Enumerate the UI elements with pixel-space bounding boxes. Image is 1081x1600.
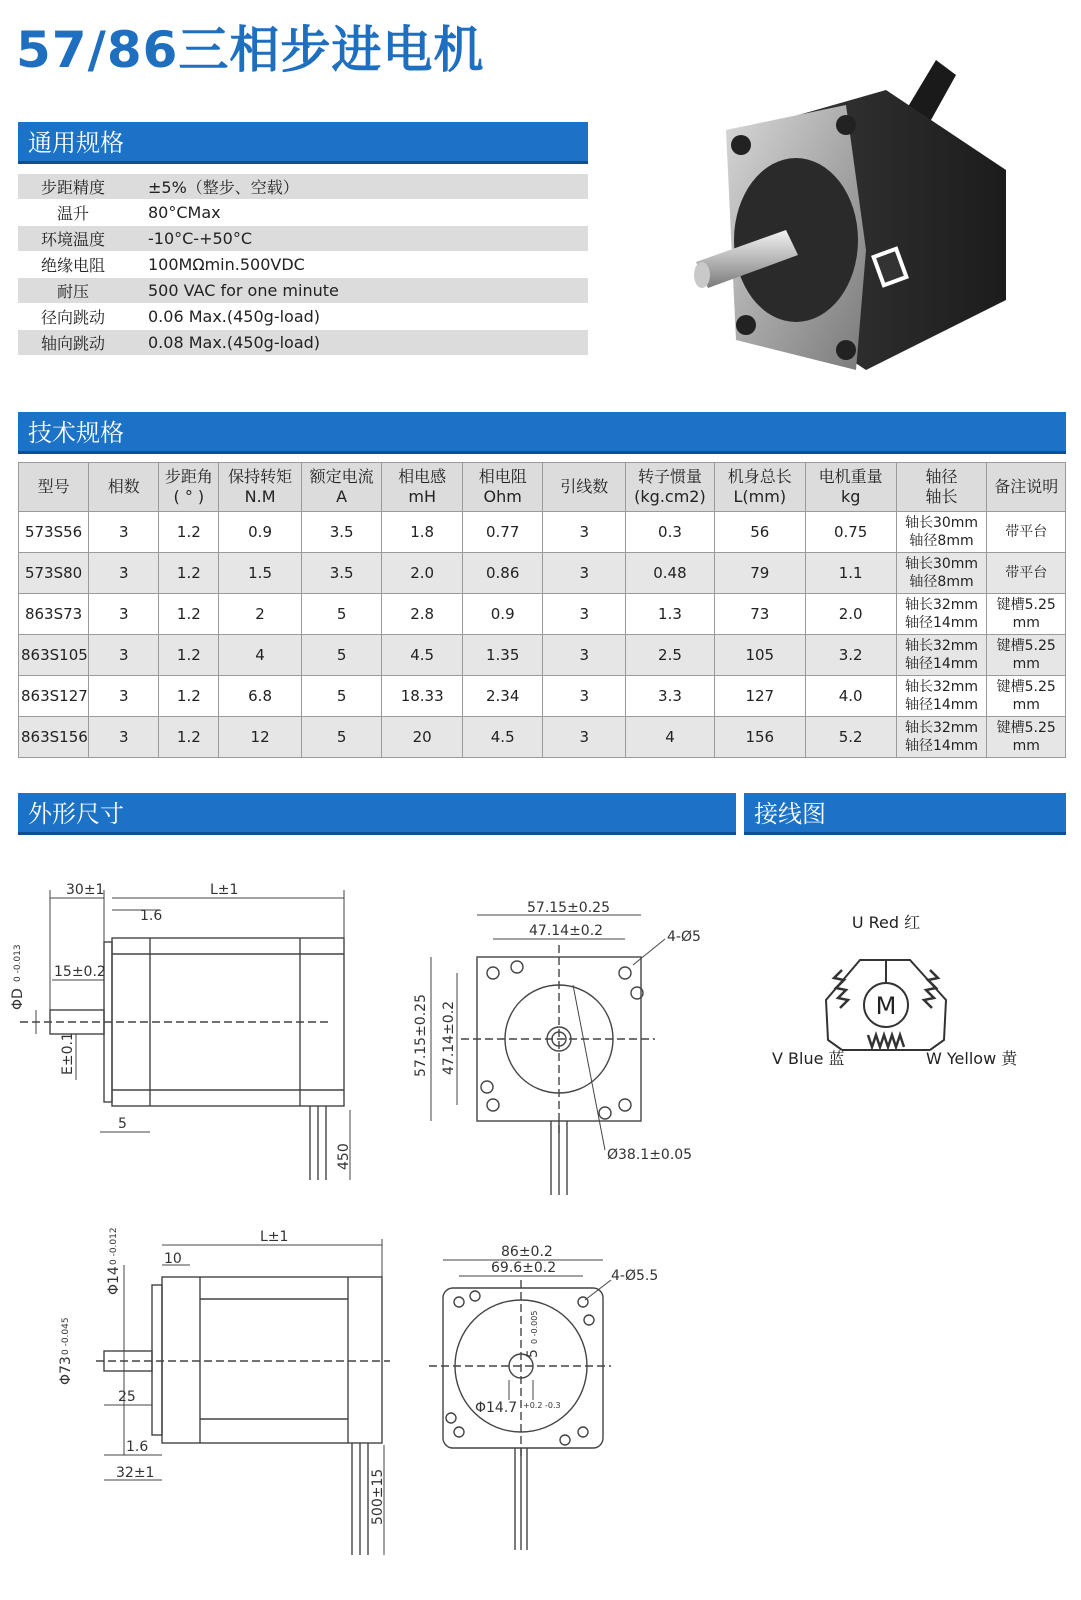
general-label: 步距精度	[18, 174, 128, 200]
general-row	[18, 174, 588, 200]
dim-57-tol: 0 -0.013	[13, 944, 23, 982]
tech-cell-inertia: 2.5	[626, 635, 715, 676]
dim-57-side-pitch: 47.14±0.2	[441, 1000, 457, 1075]
tech-cell-model: 573S56	[19, 512, 89, 553]
dim-86-tol14: 0 -0.012	[109, 1227, 119, 1265]
tech-cell-resistance: 0.77	[462, 512, 543, 553]
general-value: 80°CMax	[128, 200, 588, 226]
tech-cell-length: 105	[714, 635, 805, 676]
general-label: 轴向跳动	[18, 330, 128, 356]
tech-cell-inertia: 1.3	[626, 594, 715, 635]
tech-cell-inertia: 4	[626, 717, 715, 758]
tech-col-header: 步距角 ( ° )	[159, 463, 219, 512]
tech-cell-current: 3.5	[301, 512, 382, 553]
tech-col-header: 机身总长 L(mm)	[714, 463, 805, 512]
dim-57-side-outer: 57.15±0.25	[413, 994, 429, 1077]
wiring-w: W Yellow 黄	[926, 1049, 1018, 1068]
tech-cell-torque: 1.5	[219, 553, 302, 594]
dim-86-tol147: +0.2 -0.3	[523, 1401, 561, 1410]
tech-cell-current: 5	[301, 676, 382, 717]
tech-col-header: 相电阻 Ohm	[462, 463, 543, 512]
general-label: 温升	[18, 200, 128, 226]
drawing-57-side	[0, 870, 380, 1190]
general-label: 耐压	[18, 278, 128, 304]
tech-cell-step: 1.2	[159, 717, 219, 758]
dim-86-key: 25	[118, 1389, 136, 1405]
general-row	[18, 200, 588, 226]
tech-cell-leads: 3	[543, 512, 626, 553]
tech-cell-model: 863S73	[19, 594, 89, 635]
tech-cell-leads: 3	[543, 594, 626, 635]
tech-cell-weight: 4.0	[805, 676, 896, 717]
tech-cell-current: 3.5	[301, 553, 382, 594]
tech-cell-inertia: 3.3	[626, 676, 715, 717]
general-row	[18, 304, 588, 330]
tech-cell-note: 键槽5.25 mm	[987, 717, 1066, 758]
tech-col-header: 额定电流 A	[301, 463, 382, 512]
wiring-diagram	[760, 900, 1060, 1090]
dim-86-phi14: Φ14	[106, 1266, 122, 1295]
drawing-86-side	[40, 1225, 400, 1565]
dim-86-ten: 10	[164, 1251, 182, 1267]
tech-cell-leads: 3	[543, 676, 626, 717]
general-value: 100MΩmin.500VDC	[128, 252, 588, 278]
tech-cell-step: 1.2	[159, 512, 219, 553]
tech-cell-torque: 12	[219, 717, 302, 758]
general-row	[18, 252, 588, 278]
tech-cell-leads: 3	[543, 635, 626, 676]
tech-row	[19, 553, 1066, 594]
tech-cell-current: 5	[301, 635, 382, 676]
dim-57-body: L±1	[210, 882, 239, 898]
tech-cell-note: 键槽5.25 mm	[987, 635, 1066, 676]
wiring-motor-m: M	[875, 992, 897, 1020]
tech-cell-model: 573S80	[19, 553, 89, 594]
tech-cell-length: 56	[714, 512, 805, 553]
dim-57-e: E±0.1	[60, 1032, 76, 1075]
tech-cell-torque: 4	[219, 635, 302, 676]
tech-row	[19, 635, 1066, 676]
tech-row	[19, 717, 1066, 758]
tech-cell-torque: 0.9	[219, 512, 302, 553]
tech-cell-note: 带平台	[987, 553, 1066, 594]
tech-cell-model: 863S105	[19, 635, 89, 676]
wiring-header: 接线图	[744, 793, 1066, 835]
tech-cell-model: 863S127	[19, 676, 89, 717]
dim-86-flange: 1.6	[126, 1439, 149, 1455]
dim-86-keyw: 5	[525, 1349, 541, 1358]
tech-cell-resistance: 1.35	[462, 635, 543, 676]
general-label: 绝缘电阻	[18, 252, 128, 278]
general-row	[18, 226, 588, 252]
dim-57-pilot: 15±0.2	[54, 964, 106, 980]
dim-57-flange: 1.6	[140, 908, 163, 924]
page-title: 57/86三相步进电机	[16, 21, 485, 79]
dim-57-holes: 4-Ø5	[667, 929, 701, 945]
tech-cell-inductance: 2.8	[382, 594, 463, 635]
tech-cell-weight: 5.2	[805, 717, 896, 758]
tech-spec-table	[18, 462, 1066, 758]
general-row	[18, 278, 588, 304]
tech-cell-weight: 2.0	[805, 594, 896, 635]
tech-row	[19, 594, 1066, 635]
tech-cell-model: 863S156	[19, 717, 89, 758]
dimensions-header: 外形尺寸	[18, 793, 736, 835]
tech-cell-inertia: 0.48	[626, 553, 715, 594]
dim-57-shaft: 30±1	[66, 882, 105, 898]
tech-cell-resistance: 0.86	[462, 553, 543, 594]
dim-57-boss: Ø38.1±0.05	[607, 1147, 693, 1163]
general-value: 0.08 Max.(450g-load)	[128, 330, 588, 356]
dim-86-tol73: 0 -0.045	[61, 1317, 71, 1355]
tech-cell-length: 127	[714, 676, 805, 717]
dim-57-five: 5	[118, 1116, 127, 1132]
tech-cell-shaft: 轴长32mm 轴径14mm	[896, 635, 987, 676]
general-spec-header: 通用规格	[18, 122, 588, 164]
tech-cell-note: 带平台	[987, 512, 1066, 553]
general-label: 径向跳动	[18, 304, 128, 330]
tech-cell-phase: 3	[89, 717, 159, 758]
general-spec-table	[18, 174, 588, 356]
dim-57-pitch: 47.14±0.2	[529, 923, 604, 939]
tech-cell-phase: 3	[89, 676, 159, 717]
tech-cell-shaft: 轴长32mm 轴径14mm	[896, 717, 987, 758]
tech-cell-step: 1.2	[159, 635, 219, 676]
dim-86-holes: 4-Ø5.5	[611, 1268, 659, 1284]
tech-cell-note: 键槽5.25 mm	[987, 676, 1066, 717]
dim-86-body: L±1	[260, 1229, 289, 1245]
tech-col-header: 相电感 mH	[382, 463, 463, 512]
tech-cell-phase: 3	[89, 512, 159, 553]
tech-cell-resistance: 0.9	[462, 594, 543, 635]
dim-86-pitch: 69.6±0.2	[491, 1260, 557, 1276]
tech-cell-resistance: 4.5	[462, 717, 543, 758]
dim-57-lead: 450	[336, 1143, 352, 1170]
tech-col-header: 相数	[89, 463, 159, 512]
dim-86-shaft: 32±1	[116, 1465, 155, 1481]
motor-photo	[686, 50, 1016, 390]
dim-86-outer: 86±0.2	[501, 1244, 553, 1260]
tech-cell-weight: 3.2	[805, 635, 896, 676]
tech-col-header: 引线数	[543, 463, 626, 512]
tech-cell-inertia: 0.3	[626, 512, 715, 553]
dim-86-phi147: Φ14.7	[475, 1400, 518, 1416]
general-label: 环境温度	[18, 226, 128, 252]
dim-57-outer: 57.15±0.25	[527, 900, 610, 916]
dim-86-lead: 500±15	[370, 1468, 386, 1525]
tech-cell-current: 5	[301, 717, 382, 758]
tech-cell-length: 79	[714, 553, 805, 594]
general-value: -10°C-+50°C	[128, 226, 588, 252]
tech-cell-leads: 3	[543, 553, 626, 594]
tech-col-header: 备注说明	[987, 463, 1066, 512]
tech-cell-note: 键槽5.25 mm	[987, 594, 1066, 635]
tech-cell-inductance: 1.8	[382, 512, 463, 553]
tech-cell-weight: 1.1	[805, 553, 896, 594]
tech-cell-inductance: 4.5	[382, 635, 463, 676]
tech-cell-step: 1.2	[159, 594, 219, 635]
tech-cell-current: 5	[301, 594, 382, 635]
tech-cell-shaft: 轴长30mm 轴径8mm	[896, 553, 987, 594]
tech-cell-inductance: 20	[382, 717, 463, 758]
tech-cell-shaft: 轴长30mm 轴径8mm	[896, 512, 987, 553]
tech-cell-inductance: 18.33	[382, 676, 463, 717]
tech-cell-resistance: 2.34	[462, 676, 543, 717]
dim-86-phi73: Φ73	[58, 1356, 74, 1385]
tech-row	[19, 512, 1066, 553]
tech-spec-header: 技术规格	[18, 412, 1066, 454]
tech-cell-shaft: 轴长32mm 轴径14mm	[896, 594, 987, 635]
general-row	[18, 330, 588, 356]
tech-cell-leads: 3	[543, 717, 626, 758]
wiring-u: U Red 红	[851, 913, 921, 932]
drawing-86-front	[425, 1240, 715, 1570]
tech-cell-shaft: 轴长32mm 轴径14mm	[896, 676, 987, 717]
general-value: 0.06 Max.(450g-load)	[128, 304, 588, 330]
tech-cell-phase: 3	[89, 553, 159, 594]
general-value: ±5%（整步、空载）	[128, 174, 588, 200]
tech-cell-phase: 3	[89, 635, 159, 676]
tech-cell-torque: 2	[219, 594, 302, 635]
wiring-v: V Blue 蓝	[772, 1049, 845, 1068]
tech-col-header: 电机重量 kg	[805, 463, 896, 512]
dim-86-tol5: 0 -0.005	[530, 1310, 539, 1344]
tech-cell-length: 73	[714, 594, 805, 635]
tech-cell-phase: 3	[89, 594, 159, 635]
tech-row	[19, 676, 1066, 717]
tech-col-header: 保持转矩 N.M	[219, 463, 302, 512]
tech-col-header: 型号	[19, 463, 89, 512]
tech-cell-step: 1.2	[159, 553, 219, 594]
tech-cell-weight: 0.75	[805, 512, 896, 553]
drawing-57-front	[405, 895, 705, 1205]
dim-57-phid: ΦD	[10, 988, 26, 1010]
tech-col-header: 轴径 轴长	[896, 463, 987, 512]
tech-cell-step: 1.2	[159, 676, 219, 717]
general-value: 500 VAC for one minute	[128, 278, 588, 304]
tech-cell-length: 156	[714, 717, 805, 758]
tech-col-header: 转子惯量 (kg.cm2)	[626, 463, 715, 512]
tech-cell-inductance: 2.0	[382, 553, 463, 594]
tech-cell-torque: 6.8	[219, 676, 302, 717]
